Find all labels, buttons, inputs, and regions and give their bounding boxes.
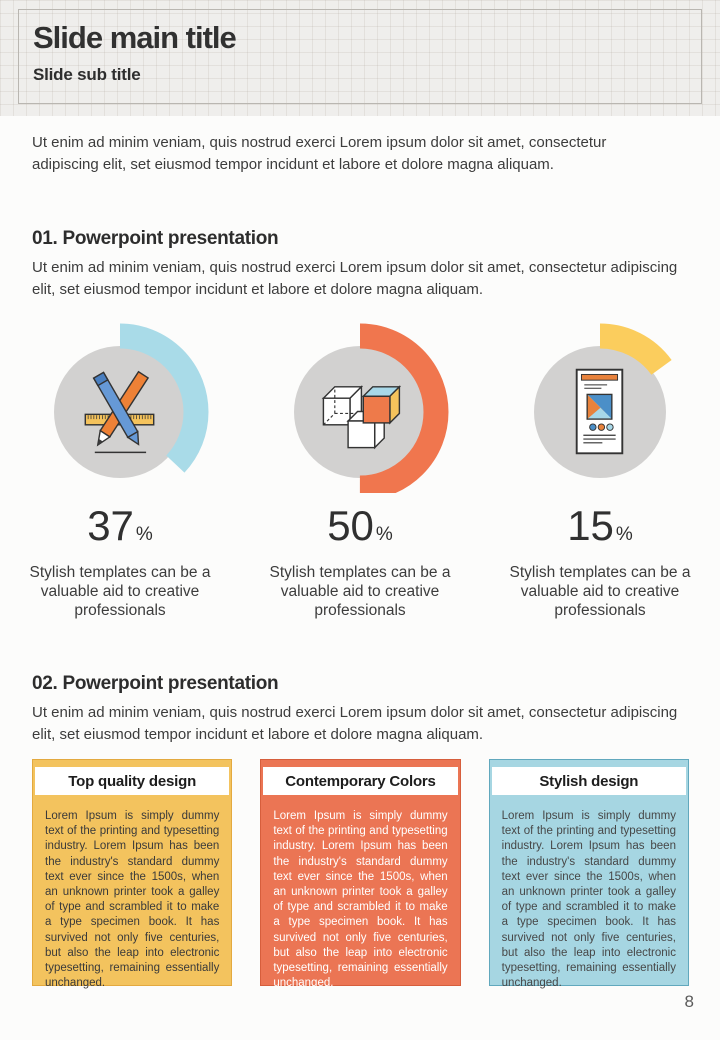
page-number: 8	[684, 992, 694, 1011]
page-title: Slide main title	[33, 20, 236, 55]
header-border-box	[18, 9, 702, 104]
stat-flyer	[480, 315, 720, 620]
section-2-heading: 02. Powerpoint presentation	[32, 673, 279, 694]
section-2-body: Ut enim ad minim veniam, quis nostrud exerci Lorem ipsum dolor sit amet, consectetur adipiscing elit, set eiusmod tempor incidunt et labore et dolore magna aliquam.	[32, 704, 678, 743]
card-title: Stylish design	[539, 772, 639, 790]
card-body-text: Lorem Ipsum is simply dummy text of the printing and typesetting industry. Lorem Ipsum has been the industry's standard dummy text ever since the 1500s, when an unknown printer took a galley of type and scrambled it to make a type specimen book. It has survived not only five centuries, but also the leap into electronic typesetting, remaining essentially unchanged.	[501, 810, 676, 990]
stat-design-tools	[0, 315, 240, 620]
percent-sign: %	[375, 524, 393, 545]
donut-chart-1	[25, 315, 215, 493]
donut-stats-row	[0, 315, 720, 620]
stat-value	[327, 503, 393, 558]
stat-cubes	[240, 315, 480, 620]
section-1-body: Ut enim ad minim veniam, quis nostrud exerci Lorem ipsum dolor sit amet, consectetur adipiscing elit, set eiusmod tempor incidunt et labore et dolore magna aliquam.	[32, 259, 678, 298]
card-body-text: Lorem Ipsum is simply dummy text of the printing and typesetting industry. Lorem Ipsum has been the industry's standard dummy text ever since the 1500s, when an unknown printer took a galley of type and scrambled it to make a type specimen book. It has survived not only five centuries, but also the leap into electronic typesetting, remaining essentially unchanged.	[45, 810, 220, 990]
stat-value	[567, 503, 633, 558]
stat-caption: Stylish templates can be a valuable aid to creative professionals	[29, 564, 211, 619]
percent-sign: %	[135, 524, 153, 545]
percent-sign: %	[615, 524, 633, 545]
stat-number: 37	[87, 502, 134, 549]
card-title: Contemporary Colors	[285, 772, 436, 790]
card-title-band	[35, 767, 229, 795]
header-banner	[0, 0, 720, 116]
donut-chart-3	[505, 315, 695, 493]
flyer-icon	[577, 370, 623, 454]
page-subtitle: Slide sub title	[33, 65, 141, 84]
card-contemporary-colors	[260, 759, 460, 990]
stat-number: 15	[567, 502, 614, 549]
card-body-text: Lorem Ipsum is simply dummy text of the printing and typesetting industry. Lorem Ipsum has been the industry's standard dummy text ever since the 1500s, when an unknown printer took a galley of type and scrambled it to make a type specimen book. It has survived not only five centuries, but also the leap into electronic typesetting, remaining essentially unchanged.	[273, 810, 448, 990]
page-content	[0, 116, 720, 990]
card-top-quality-design	[32, 759, 232, 990]
stat-caption: Stylish templates can be a valuable aid to creative professionals	[269, 564, 451, 619]
stat-value	[87, 503, 153, 558]
stat-caption: Stylish templates can be a valuable aid to creative professionals	[509, 564, 691, 619]
card-title: Top quality design	[68, 772, 197, 790]
donut-chart-2	[265, 315, 455, 493]
card-stylish-design	[489, 759, 689, 990]
card-title-band	[263, 767, 457, 795]
stat-number: 50	[327, 502, 374, 549]
card-title-band	[492, 767, 686, 795]
section-1-heading: 01. Powerpoint presentation	[32, 228, 279, 249]
feature-cards-row	[32, 759, 689, 990]
intro-paragraph: Ut enim ad minim veniam, quis nostrud exerci Lorem ipsum dolor sit amet, consectetur adipiscing elit, set eiusmod tempor incidunt et labore et dolore magna aliquam.	[32, 134, 607, 173]
